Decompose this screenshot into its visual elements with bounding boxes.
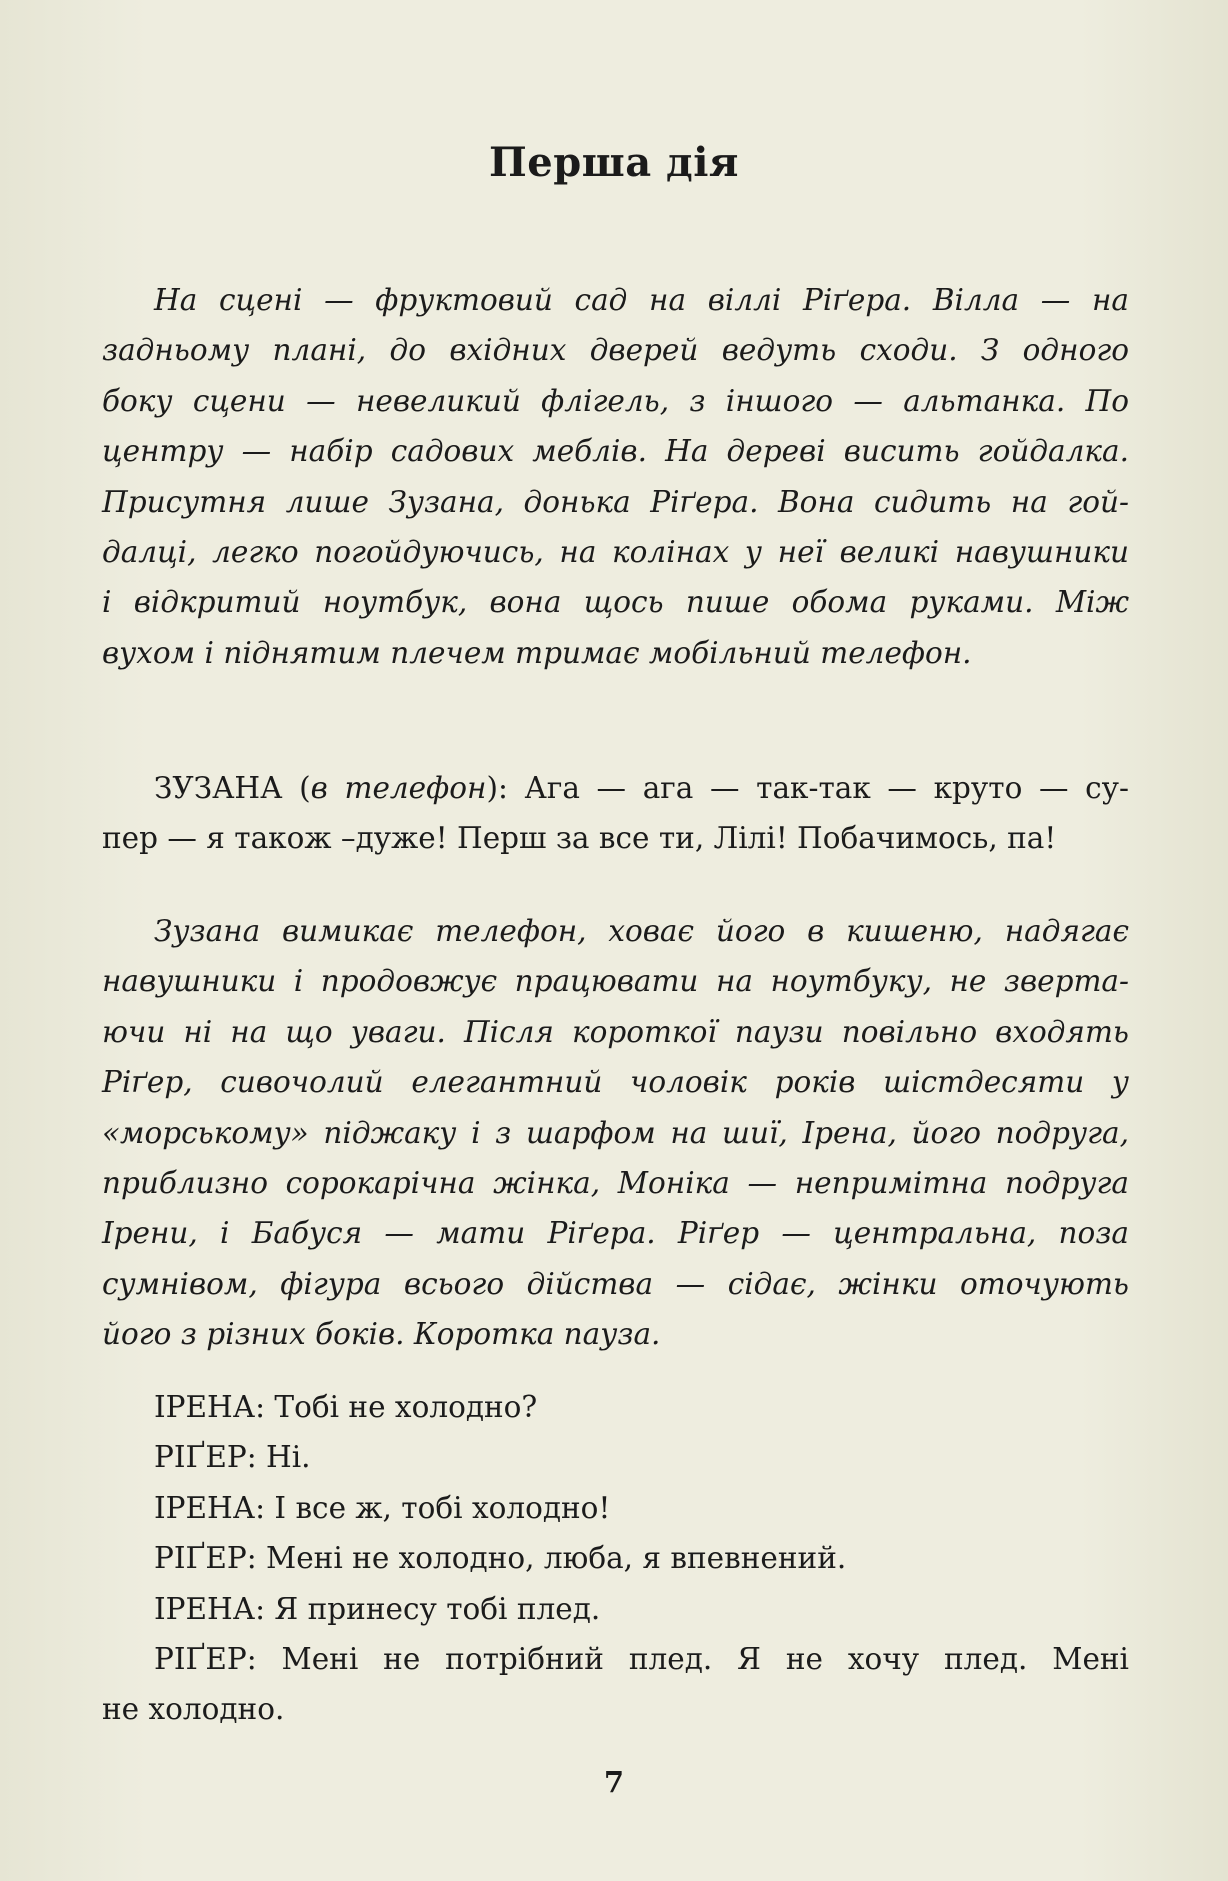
dialogue-line-irena: ІРЕНА: Я принесу тобі плед.: [154, 1591, 601, 1626]
stage-direction-2: [102, 906, 1129, 1360]
dialogue-line-riger: РІҐЕР: Ні.: [154, 1440, 311, 1475]
paren-close: ):: [486, 771, 525, 805]
stage-direction-line: На сцені — фруктовий сад на віллі Ріґера. Вілла — на: [154, 283, 1129, 317]
dialogue-line-irena: ІРЕНА: Тобі не холодно?: [154, 1390, 538, 1424]
stage-direction-line: задньому плані, до вхідних дверей ведуть сходи. З одного: [102, 333, 1129, 368]
stage-direction-line: боку сцени — невеликий флігель, з іншого — альтанка. По: [102, 383, 1129, 418]
stage-direction-line: Ріґер, сивочолий елегантний чоловік років шістдесяти у: [102, 1065, 1129, 1100]
stage-direction-line: його з різних боків. Коротка пауза.: [102, 1317, 661, 1352]
dialogue-line-riger: РІҐЕР: Мені не холодно, люба, я впевнений.: [154, 1541, 847, 1576]
stage-direction-line: сумнівом, фігура всього дійства — сідає, жінки оточують: [102, 1266, 1129, 1301]
stage-direction-line: Присутня лише Зузана, донька Ріґера. Вона сидить на гой-: [102, 484, 1129, 519]
zuzana-dialogue: [102, 763, 1129, 864]
dialogue-line-irena: ІРЕНА: І все ж, тобі холодно!: [154, 1490, 611, 1525]
dialogue-line: [102, 763, 1129, 813]
stage-direction-line: вухом і піднятим плечем тримає мобільний телефон.: [102, 635, 972, 670]
stage-direction-line: навушники і продовжує працювати на ноутбуку, не зверта-: [102, 964, 1129, 999]
stage-direction-line: далці, легко погойдуючись, на колінах у неї великі навушники: [102, 534, 1129, 569]
stage-direction-line: «морському» піджаку і з шарфом на шиї, Ірена, його подруга,: [102, 1115, 1129, 1150]
inline-stage-direction: в телефон: [310, 771, 487, 805]
stage-direction-line: Зузана вимикає телефон, ховає його в кишеню, надягає: [154, 914, 1129, 948]
stage-direction-line: центру — набір садових меблів. На дереві висить гойдалка.: [102, 434, 1129, 469]
dialogue-line: пер — я також –дуже! Перш за все ти, Лілі! Побачимось, па!: [102, 821, 1057, 856]
speaker-name: ЗУЗАНА: [154, 771, 283, 805]
paren-open: (: [282, 771, 311, 805]
dialogue-line-riger: РІҐЕР: Мені не потрібний плед. Я не хочу плед. Мені: [154, 1641, 1129, 1676]
stage-direction-line: і відкритий ноутбук, вона щось пише обома руками. Між: [102, 585, 1129, 620]
dialogue-text: Ага — ага — так-так — круто — су-: [524, 771, 1129, 805]
page-title: Перша дія: [489, 139, 739, 186]
dialogue-line-riger-cont: не холодно.: [102, 1692, 285, 1727]
stage-direction-line: ючи ні на що уваги. Після короткої паузи повільно входять: [102, 1014, 1129, 1049]
stage-direction-line: приблизно сорокарічна жінка, Моніка — непримітна подруга: [102, 1165, 1129, 1200]
stage-direction-line: Ірени, і Бабуся — мати Ріґера. Ріґер — центральна, поза: [102, 1216, 1129, 1251]
stage-direction-1: [102, 275, 1129, 678]
page-number: 7: [603, 1765, 625, 1799]
dialogue-block: [102, 1382, 1129, 1735]
